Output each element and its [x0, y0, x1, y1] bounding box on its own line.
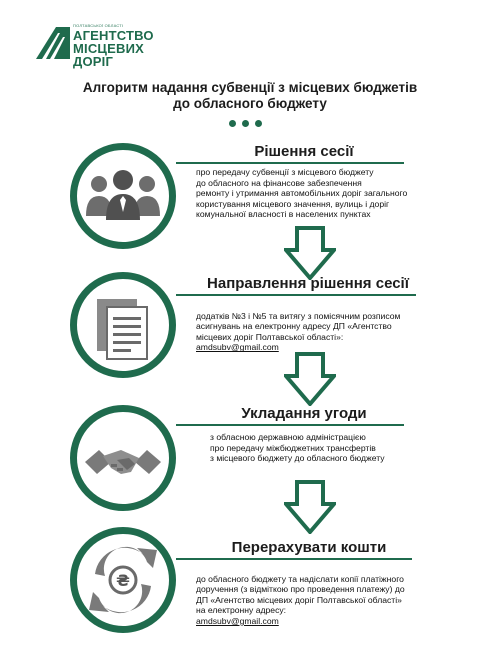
- handshake-icon: [77, 412, 169, 504]
- step-1-text: про передачу субвенції з місцевого бюджету до обласного на фінансове забезпечення ремонту і утримання автомобільних доріг загального користування місцевого значення, вулиць і доріг комунальної власності в населених пунктах: [196, 167, 408, 220]
- step-1-circle: [70, 143, 176, 249]
- step-4-text-body: до обласного бюджету та надіслати копії платіжного доручення (з відміткою про проведення платежу) до ДП «Агентство місцевих доріг Полтавської області» на електронну адресу:: [196, 573, 405, 616]
- step-2-title: Направлення рішення сесії: [207, 275, 409, 292]
- logo-line-2: МІСЦЕВИХ: [73, 41, 144, 56]
- step-4-title: Перерахувати кошти: [231, 539, 387, 556]
- step-4-underline: [176, 558, 412, 560]
- down-arrow-icon: [284, 226, 336, 280]
- step-2-email[interactable]: amdsubv@gmail.com: [196, 342, 279, 353]
- step-2-underline: [176, 294, 416, 296]
- document-icon: [77, 279, 169, 371]
- page-title: Алгоритм надання субвенції з місцевих бюджетів до обласного бюджету: [82, 80, 418, 111]
- step-2-circle: [70, 272, 176, 378]
- step-2-text-body: додатків №3 і №5 та витягу з помісячним розписом асигнувань на електронну адресу ДП «Агентство місцевих доріг Полтавської області»:: [196, 310, 401, 342]
- people-icon: [77, 150, 169, 242]
- step-1-underline: [176, 162, 404, 164]
- step-4-circle: [70, 527, 176, 633]
- logo-line-3: ДОРІГ: [73, 54, 114, 69]
- svg-text:₴: ₴: [116, 571, 130, 590]
- step-1-title: Рішення сесії: [254, 143, 354, 160]
- step-3-title: Укладання угоди: [241, 405, 367, 422]
- logo-road-icon: [36, 27, 70, 59]
- logo-region-text: ПОЛТАВСЬКОЇ ОБЛАСТІ: [73, 23, 124, 28]
- step-3-text: з обласною державною адміністрацією про передачу міжбюджетних трансфертів з місцевого бюджету до обласного бюджету: [210, 432, 385, 464]
- hryvnia-transfer-icon: [77, 534, 169, 626]
- step-3-circle: [70, 405, 176, 511]
- down-arrow-icon: [284, 480, 336, 534]
- title-dots: [229, 114, 268, 132]
- step-4-email[interactable]: amdsubv@gmail.com: [196, 615, 279, 626]
- step-4-text: [196, 563, 436, 627]
- logo-line-1: АГЕНТСТВО: [73, 28, 154, 43]
- down-arrow-icon: [284, 352, 336, 406]
- step-3-underline: [176, 424, 404, 426]
